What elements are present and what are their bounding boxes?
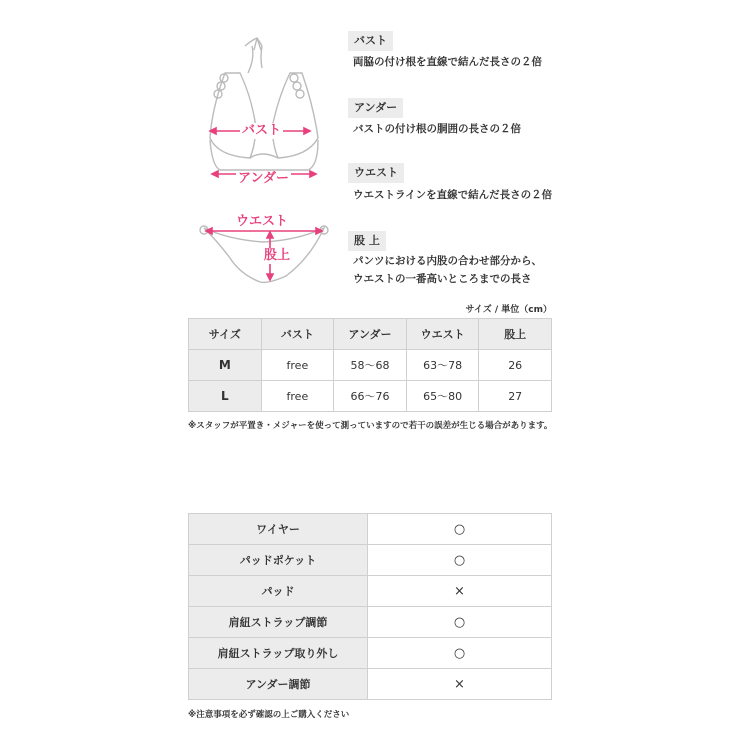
header-waist: ウエスト <box>406 319 479 350</box>
table-row <box>189 350 552 381</box>
feature-value: ○ <box>368 514 552 545</box>
feature-name: ワイヤー <box>189 514 368 545</box>
feature-value: × <box>368 576 552 607</box>
header-under: アンダー <box>334 319 407 350</box>
rise-cell: 27 <box>479 381 552 412</box>
def-bust-desc: 両脇の付け根を直線で結んだ長さの２倍 <box>353 56 542 68</box>
feature-name: パッド <box>189 576 368 607</box>
under-diagram-label: アンダー <box>238 171 289 186</box>
header-size: サイズ <box>189 319 262 350</box>
measurement-note: ※スタッフが平置き・メジャーを使って測っていますので若干の誤差が生じる場合があります。 <box>188 421 553 431</box>
def-rise-desc-line1: パンツにおける内股の合わせ部分から、 <box>353 255 542 267</box>
feature-value: ○ <box>368 638 552 669</box>
def-under-desc: バストの付け根の胴囲の長さの２倍 <box>353 123 521 135</box>
size-table-header <box>189 319 552 350</box>
header-rise: 股上 <box>479 319 552 350</box>
def-rise-desc-line2: ウエストの一番高いところまでの長さ <box>353 273 532 285</box>
feature-name: パッドポケット <box>189 545 368 576</box>
table-row <box>189 638 552 669</box>
under-cell: 58〜68 <box>334 350 407 381</box>
table-row <box>189 545 552 576</box>
table-row <box>189 381 552 412</box>
feature-value: ○ <box>368 607 552 638</box>
size-cell: M <box>189 350 262 381</box>
def-waist-desc: ウエストラインを直線で結んだ長さの２倍 <box>353 189 553 201</box>
feature-name: アンダー調節 <box>189 669 368 700</box>
size-table <box>188 318 552 412</box>
feature-name: 肩紐ストラップ調節 <box>189 607 368 638</box>
header-bust: バスト <box>261 319 334 350</box>
table-row <box>189 514 552 545</box>
feature-table <box>188 513 552 700</box>
waist-cell: 63〜78 <box>406 350 479 381</box>
feature-name: 肩紐ストラップ取り外し <box>189 638 368 669</box>
purchase-note: ※注意事項を必ず確認の上ご購入ください <box>188 710 350 720</box>
bikini-illustration <box>190 28 340 298</box>
table-row <box>189 576 552 607</box>
feature-value: ○ <box>368 545 552 576</box>
def-waist-label: ウエスト <box>348 163 404 183</box>
table-row <box>189 607 552 638</box>
size-cell: L <box>189 381 262 412</box>
feature-value: × <box>368 669 552 700</box>
under-cell: 66〜76 <box>334 381 407 412</box>
def-rise-label: 股 上 <box>348 231 386 251</box>
rise-cell: 26 <box>479 350 552 381</box>
rise-diagram-label: 股上 <box>264 248 291 263</box>
def-bust-label: バスト <box>348 31 393 51</box>
bust-diagram-label: バスト <box>242 123 282 138</box>
waist-cell: 65〜80 <box>406 381 479 412</box>
def-under-label: アンダー <box>348 98 403 118</box>
waist-diagram-label: ウエスト <box>236 214 289 229</box>
bust-cell: free <box>261 350 334 381</box>
bust-cell: free <box>261 381 334 412</box>
table-row <box>189 669 552 700</box>
unit-note: サイズ / 単位（cm） <box>465 305 552 315</box>
